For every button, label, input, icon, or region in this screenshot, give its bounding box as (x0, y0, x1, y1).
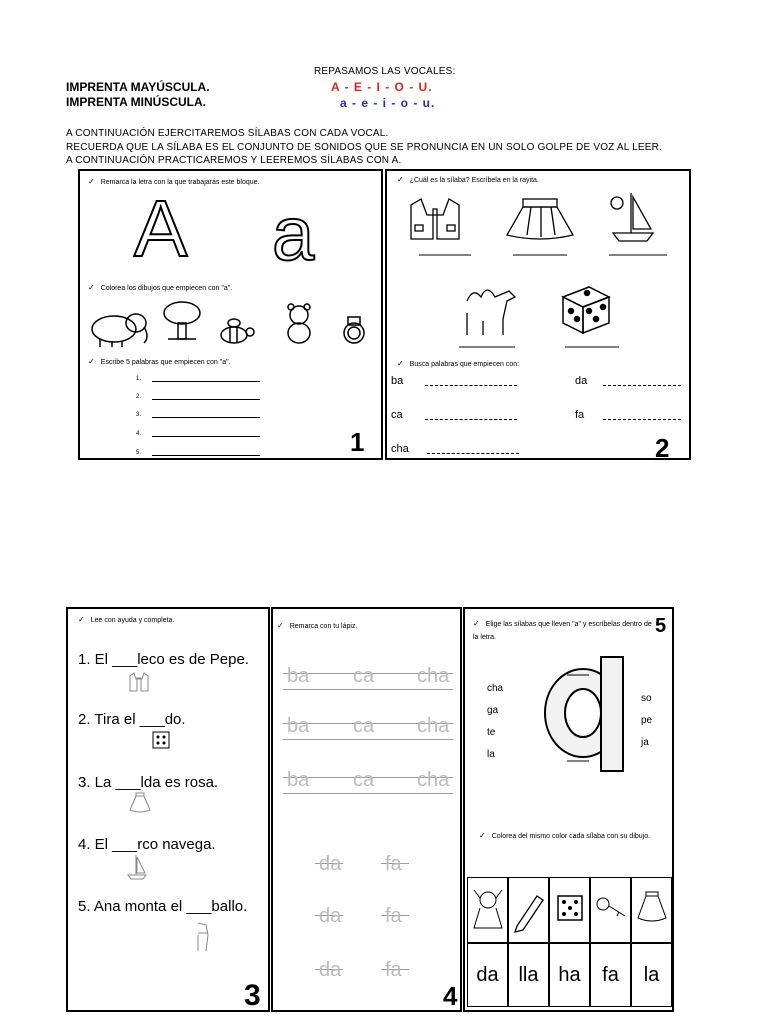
bee-icon (221, 319, 254, 343)
trace-syllable: fa (385, 905, 402, 927)
trace-syllable: da (319, 959, 342, 981)
uppercase-vowels: A - E - I - O - U. (331, 80, 433, 94)
answer-line[interactable] (152, 436, 260, 437)
panel-number: 3 (244, 979, 261, 1012)
answer-line[interactable] (603, 419, 681, 420)
trace-syllable: da (319, 853, 342, 875)
camel-icon (467, 290, 515, 335)
sentence-item: 4. El ___rco navega. (78, 836, 216, 853)
check-icon: ✓ (78, 615, 85, 624)
instruction-busca (397, 359, 519, 368)
syllable-cell[interactable] (549, 943, 590, 1007)
answer-line[interactable] (152, 455, 260, 456)
picture-cell[interactable] (549, 877, 590, 943)
instruction-remarca-lapiz (277, 621, 357, 630)
picture-cell[interactable] (508, 877, 549, 943)
syllable-text: ha (558, 964, 581, 986)
picture-grid (391, 189, 687, 349)
vest-icon (128, 671, 150, 693)
horse-icon (192, 919, 214, 955)
syllable-label: ca (391, 409, 403, 421)
list-number: 1. (136, 376, 142, 382)
answer-line[interactable] (152, 381, 260, 382)
panel-number: 1 (350, 427, 365, 457)
mayuscula-label: IMPRENTA MAYÚSCULA. (66, 80, 210, 94)
instruction-text: Escribe 5 palabras que empiecen con "a". (100, 359, 231, 366)
syllable-label: cha (391, 443, 409, 455)
worksheet-panel-2 (385, 169, 691, 460)
list-number: 3. (136, 412, 142, 418)
sailboat-icon (126, 853, 150, 883)
answer-line[interactable] (152, 399, 260, 400)
check-icon: ✓ (277, 621, 284, 630)
syllable-label: da (575, 375, 588, 387)
syllable-label: fa (575, 409, 585, 421)
elephant-icon (92, 314, 147, 347)
instruction-lee (78, 615, 174, 624)
instruction-text: Remarca con tu lápiz. (289, 623, 358, 630)
syllable-option: ja (641, 737, 649, 748)
panel-number: 4 (443, 981, 458, 1011)
check-icon: ✓ (88, 283, 95, 292)
syllable-option: cha (487, 683, 504, 694)
check-icon: ✓ (479, 831, 486, 840)
syllable-option: so (641, 693, 652, 704)
skirt-icon (507, 199, 573, 239)
syllable-option: ga (487, 705, 499, 716)
instruction-escribe (88, 357, 231, 366)
trace-syllable: ca (353, 769, 375, 791)
answer-line[interactable] (152, 417, 260, 418)
sentence-item: 2. Tira el ___do. (78, 711, 186, 728)
trace-syllable: cha (417, 769, 450, 791)
syllable-text: fa (602, 964, 619, 986)
instruction-text: Busca palabras que empiecen con: (409, 361, 520, 368)
tree-icon (164, 302, 200, 339)
check-icon: ✓ (397, 359, 404, 368)
dotted-lowercase-a: a (272, 192, 315, 277)
instruction-text: Remarca la letra con la que trabajarás este bloque. (100, 179, 260, 186)
syllable-cell[interactable] (590, 943, 631, 1007)
instruction-text: Lee con ayuda y completa. (90, 617, 175, 624)
sentence-item: 1. El ___leco es de Pepe. (78, 651, 249, 668)
worksheet-panel-3 (66, 607, 270, 1012)
intro-line-2: RECUERDA QUE LA SÍLABA ES EL CONJUNTO DE SONIDOS QUE SE PRONUNCIA EN UN SOLO GOLPE DE VOZ AL LEER. (66, 142, 663, 153)
key-icon (591, 878, 630, 942)
syllable-text: la (643, 964, 660, 986)
minuscula-label: IMPRENTA MINÚSCULA. (66, 95, 206, 109)
instruction-cual-silaba (397, 175, 539, 184)
check-icon: ✓ (88, 357, 95, 366)
dice-icon (563, 287, 609, 333)
syllable-cell[interactable] (631, 943, 672, 1007)
instruction-text: Colorea los dibujos que empiecen con "a". (100, 285, 233, 292)
instruction-colorea (88, 283, 232, 292)
sentence-item: 3. La ___lda es rosa. (78, 774, 219, 791)
check-icon: ✓ (473, 619, 480, 628)
instruction-elige (473, 617, 653, 644)
ring-icon (344, 317, 364, 343)
lowercase-vowels: a - e - i - o - u. (340, 96, 436, 110)
intro-line-1: A CONTINUACIÓN EJERCITAREMOS SÍLABAS CON CADA VOCAL. (66, 128, 389, 139)
trace-syllable: fa (385, 959, 402, 981)
worksheet-panel-1 (78, 169, 383, 460)
syllable-text: da (476, 964, 499, 986)
check-icon: ✓ (397, 175, 404, 184)
pictures-row (84, 299, 379, 349)
pencil-icon (509, 878, 548, 942)
syllable-option: pe (641, 715, 653, 726)
trace-syllable: ba (287, 665, 310, 687)
check-icon: ✓ (88, 177, 95, 186)
instruction-text: ¿Cuál es la sílaba? Escríbela en la rayita. (409, 177, 539, 184)
dice-icon (150, 727, 174, 751)
sailboat-icon (611, 193, 653, 241)
worksheet-panel-4 (271, 607, 462, 1012)
answer-line[interactable] (425, 385, 517, 386)
trace-syllable: ba (287, 715, 310, 737)
fairy-icon (468, 878, 507, 942)
dotted-uppercase-a: A (134, 184, 188, 273)
big-letter-a-outline (527, 649, 637, 779)
vest-icon (411, 199, 459, 239)
picture-cell[interactable] (590, 877, 631, 943)
answer-line[interactable] (427, 453, 519, 454)
worksheet-panel-5 (463, 607, 674, 1012)
syllable-option: la (487, 749, 495, 760)
instruction-text: Colorea del mismo color cada sílaba con su dibujo. (491, 833, 651, 840)
panel-number: 2 (655, 433, 670, 460)
instruction-text: Elige las sílabas que lleven "a" y escríbelas dentro de la letra. (473, 621, 652, 641)
teddy-bear-icon (288, 304, 310, 343)
repasamos-title: REPASAMOS LAS VOCALES: (314, 66, 456, 77)
list-number: 4. (136, 431, 142, 437)
answer-line[interactable] (603, 385, 681, 386)
dice-icon (550, 878, 589, 942)
trace-syllable: cha (417, 665, 450, 687)
skirt-icon (128, 791, 152, 815)
picture-cell[interactable] (467, 877, 508, 943)
trace-syllable: ca (353, 715, 375, 737)
picture-cell[interactable] (631, 877, 672, 943)
panel-number: 5 (655, 615, 667, 637)
syllable-cell[interactable] (467, 943, 508, 1007)
answer-line[interactable] (425, 419, 517, 420)
syllable-option: te (487, 727, 496, 738)
instruction-colorea-silaba (479, 831, 650, 840)
trace-syllable: ca (353, 665, 375, 687)
list-number: 2. (136, 394, 142, 400)
list-number: 5. (136, 450, 142, 456)
sentence-item: 5. Ana monta el ___ballo. (78, 898, 248, 915)
trace-syllable: cha (417, 715, 450, 737)
skirt-icon (632, 878, 671, 942)
intro-line-3: A CONTINUACIÓN PRACTICAREMOS Y LEEREMOS SÍLABAS CON A. (66, 155, 402, 166)
trace-syllable: fa (385, 853, 402, 875)
syllable-text: lla (518, 964, 539, 986)
syllable-cell[interactable] (508, 943, 549, 1007)
syllable-label: ba (391, 375, 404, 387)
trace-syllable: da (319, 905, 342, 927)
trace-syllable: ba (287, 769, 310, 791)
